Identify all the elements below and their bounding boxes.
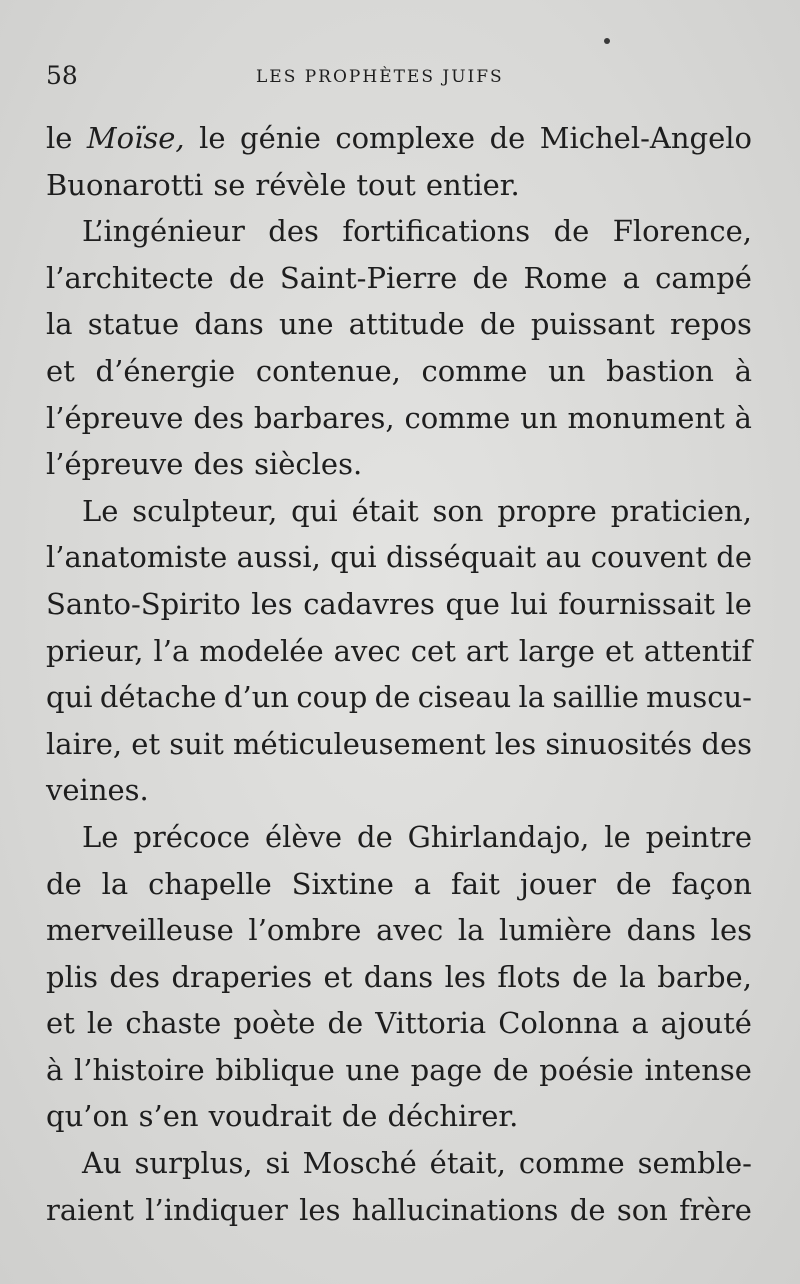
word: Mosché <box>302 1146 417 1181</box>
word: précoce <box>133 819 251 854</box>
word: méticuleusement <box>232 726 486 761</box>
word: disséquait <box>385 540 537 575</box>
word: campé <box>655 260 752 295</box>
text-line <box>46 1187 752 1234</box>
word: un <box>520 400 558 435</box>
word: l’ombre <box>248 913 362 948</box>
word: prieur, <box>46 633 144 668</box>
word: le <box>604 819 631 854</box>
word: large <box>518 633 595 668</box>
word: attitude <box>348 307 465 342</box>
word: Vittoria <box>375 1006 487 1041</box>
word: comme <box>518 1146 625 1181</box>
word: un <box>548 353 586 388</box>
word: de <box>228 260 265 295</box>
word: a <box>631 1006 649 1041</box>
word: le <box>46 121 73 155</box>
word: art <box>465 633 509 668</box>
word: de <box>572 959 608 994</box>
word: surplus, <box>134 1146 253 1181</box>
word: l’indiquer <box>145 1192 288 1227</box>
word: d’énergie <box>95 353 236 388</box>
word: une <box>345 1052 400 1087</box>
page-number: 58 <box>46 61 78 90</box>
word: cadavres <box>303 586 435 621</box>
word: le <box>199 121 226 155</box>
word: le <box>86 1006 114 1041</box>
word: les <box>251 586 293 621</box>
word: raient <box>46 1192 134 1227</box>
word: tout <box>356 167 416 202</box>
text-line <box>46 1093 752 1140</box>
word: ajouté <box>660 1006 752 1041</box>
text-line <box>46 1140 752 1187</box>
word: poète <box>233 1006 316 1041</box>
word: muscu- <box>646 680 752 715</box>
word: l’épreuve <box>46 400 184 435</box>
word: de <box>374 680 411 715</box>
text-line <box>46 907 752 954</box>
word: à <box>734 400 752 435</box>
word: Santo-Spirito <box>46 586 241 621</box>
word: la <box>457 913 485 948</box>
word: l’anatomiste <box>46 540 228 575</box>
word: Sixtine <box>291 866 394 901</box>
word: l’architecte <box>46 260 214 295</box>
word: modelée <box>199 633 324 668</box>
word: Moïse, <box>86 121 185 155</box>
word: élève <box>264 819 343 854</box>
word: avec <box>333 633 401 668</box>
word: l’histoire <box>73 1052 205 1087</box>
word: la <box>46 307 73 342</box>
word: coup <box>296 680 368 715</box>
text-line <box>46 954 752 1001</box>
word: Saint-Pierre <box>279 260 458 295</box>
word: des <box>193 447 245 482</box>
word: et <box>131 726 161 761</box>
word: si <box>265 1146 290 1181</box>
word: Rome <box>523 260 608 295</box>
word: biblique <box>215 1052 335 1087</box>
word: de <box>716 540 752 575</box>
word: barbe, <box>657 959 752 994</box>
word: chapelle <box>148 866 272 901</box>
word: de <box>472 260 509 295</box>
word: génie <box>240 121 321 155</box>
running-title: LES PROPHÈTES JUIFS <box>256 67 504 87</box>
word: chaste <box>125 1006 222 1041</box>
word: couvent <box>590 540 707 575</box>
word: Au <box>82 1146 122 1181</box>
word: la <box>619 959 646 994</box>
word: qui <box>291 493 338 528</box>
word: ciseau <box>417 680 512 715</box>
word: Colonna <box>498 1006 620 1041</box>
word: d’un <box>223 680 290 715</box>
word: et <box>604 633 634 668</box>
word: plis <box>46 959 98 994</box>
text-line <box>46 162 752 209</box>
word: le <box>725 586 752 621</box>
word: praticien, <box>610 493 752 528</box>
word: son <box>432 493 484 528</box>
word: se <box>213 167 246 202</box>
text-line <box>46 861 752 908</box>
word: a <box>622 260 640 295</box>
word: aussi, <box>236 540 321 575</box>
word: s’en <box>138 1099 199 1134</box>
word: semble- <box>637 1146 752 1181</box>
word: Le <box>82 819 119 854</box>
text-line <box>46 255 752 302</box>
word: puissant <box>530 307 655 342</box>
word: flots <box>497 959 561 994</box>
word: peintre <box>645 819 752 854</box>
word: bastion <box>606 353 714 388</box>
word: lui <box>510 586 548 621</box>
word: complexe <box>335 121 476 155</box>
word: jouer <box>519 866 596 901</box>
word: une <box>278 307 334 342</box>
word: à <box>46 1052 64 1087</box>
text-line <box>46 674 752 721</box>
word: statue <box>87 307 180 342</box>
word: fait <box>450 866 500 901</box>
word: détache <box>99 680 217 715</box>
word: draperies <box>171 959 313 994</box>
word: l’a <box>153 633 190 668</box>
word: révèle <box>255 167 347 202</box>
word: l’épreuve <box>46 447 184 482</box>
word: de <box>492 1052 529 1087</box>
word: intense <box>644 1052 752 1087</box>
word: les <box>444 959 486 994</box>
word: et <box>46 1006 75 1041</box>
word: les <box>494 726 537 761</box>
word: des <box>109 959 161 994</box>
word: était <box>351 493 419 528</box>
word: des <box>193 400 244 435</box>
body-text <box>46 115 752 1233</box>
text-line <box>46 721 752 768</box>
word: Florence, <box>612 214 752 249</box>
word: saillie <box>552 680 639 715</box>
word: Ghirlandajo, <box>407 819 590 854</box>
word: de <box>569 1192 606 1227</box>
text-line <box>46 488 752 535</box>
word: de <box>553 214 590 249</box>
word: fournissait <box>558 586 715 621</box>
text-line <box>46 1047 752 1094</box>
word: qui <box>46 680 93 715</box>
word: dans <box>194 307 264 342</box>
word: de <box>489 121 526 155</box>
word: qu’on <box>46 1099 129 1134</box>
word: des <box>268 214 319 249</box>
text-line <box>46 814 752 861</box>
word: frère <box>679 1192 752 1227</box>
word: qui <box>330 540 377 575</box>
word: monument <box>567 400 725 435</box>
word: barbares, <box>253 400 395 435</box>
word: la <box>518 680 546 715</box>
word: repos <box>669 307 752 342</box>
word: page <box>410 1052 483 1087</box>
text-line <box>46 581 752 628</box>
word: au <box>545 540 582 575</box>
word: laire, <box>46 726 123 761</box>
text-line <box>46 767 752 814</box>
text-line <box>46 301 752 348</box>
word: voudrait <box>208 1099 332 1134</box>
ink-dot <box>604 38 610 44</box>
word: de <box>357 819 393 854</box>
word: attentif <box>643 633 752 668</box>
word: de <box>341 1099 378 1134</box>
word: cet <box>410 633 456 668</box>
text-line <box>46 395 752 442</box>
word: Michel-Angelo <box>539 121 752 155</box>
word: avec <box>376 913 444 948</box>
text-line <box>46 115 752 162</box>
word: était, <box>429 1146 506 1181</box>
word: à <box>734 353 752 388</box>
word: propre <box>497 493 597 528</box>
word: de <box>46 866 82 901</box>
word: siècles. <box>254 447 363 482</box>
text-line <box>46 628 752 675</box>
word: poésie <box>539 1052 634 1087</box>
page-header <box>46 60 750 94</box>
word: dans <box>363 959 434 994</box>
word: sculpteur, <box>132 493 278 528</box>
word: façon <box>671 866 752 901</box>
word: Le <box>82 493 119 528</box>
word: Buonarotti <box>46 167 204 202</box>
word: de <box>327 1006 364 1041</box>
word: hallucinations <box>351 1192 559 1227</box>
word: de <box>615 866 652 901</box>
text-line <box>46 1000 752 1047</box>
word: fortifications <box>342 214 531 249</box>
word: déchirer. <box>387 1099 519 1134</box>
text-line <box>46 348 752 395</box>
text-line <box>46 208 752 255</box>
word: veines. <box>46 773 149 808</box>
word: de <box>479 307 516 342</box>
word: entier. <box>425 167 520 202</box>
word: les <box>710 913 752 948</box>
word: et <box>323 959 353 994</box>
word: a <box>413 866 432 901</box>
word: L’ingénieur <box>82 214 245 249</box>
word: merveilleuse <box>46 913 234 948</box>
word: son <box>616 1192 668 1227</box>
word: que <box>445 586 500 621</box>
word: la <box>101 866 129 901</box>
word: sinuosités <box>545 726 693 761</box>
text-line <box>46 534 752 581</box>
word: les <box>299 1192 341 1227</box>
word: suit <box>169 726 224 761</box>
word: dans <box>626 913 697 948</box>
word: comme <box>421 353 528 388</box>
word: et <box>46 353 75 388</box>
word: comme <box>404 400 511 435</box>
word: des <box>701 726 752 761</box>
word: lumière <box>499 913 612 948</box>
text-line <box>46 441 752 488</box>
word: contenue, <box>255 353 401 388</box>
